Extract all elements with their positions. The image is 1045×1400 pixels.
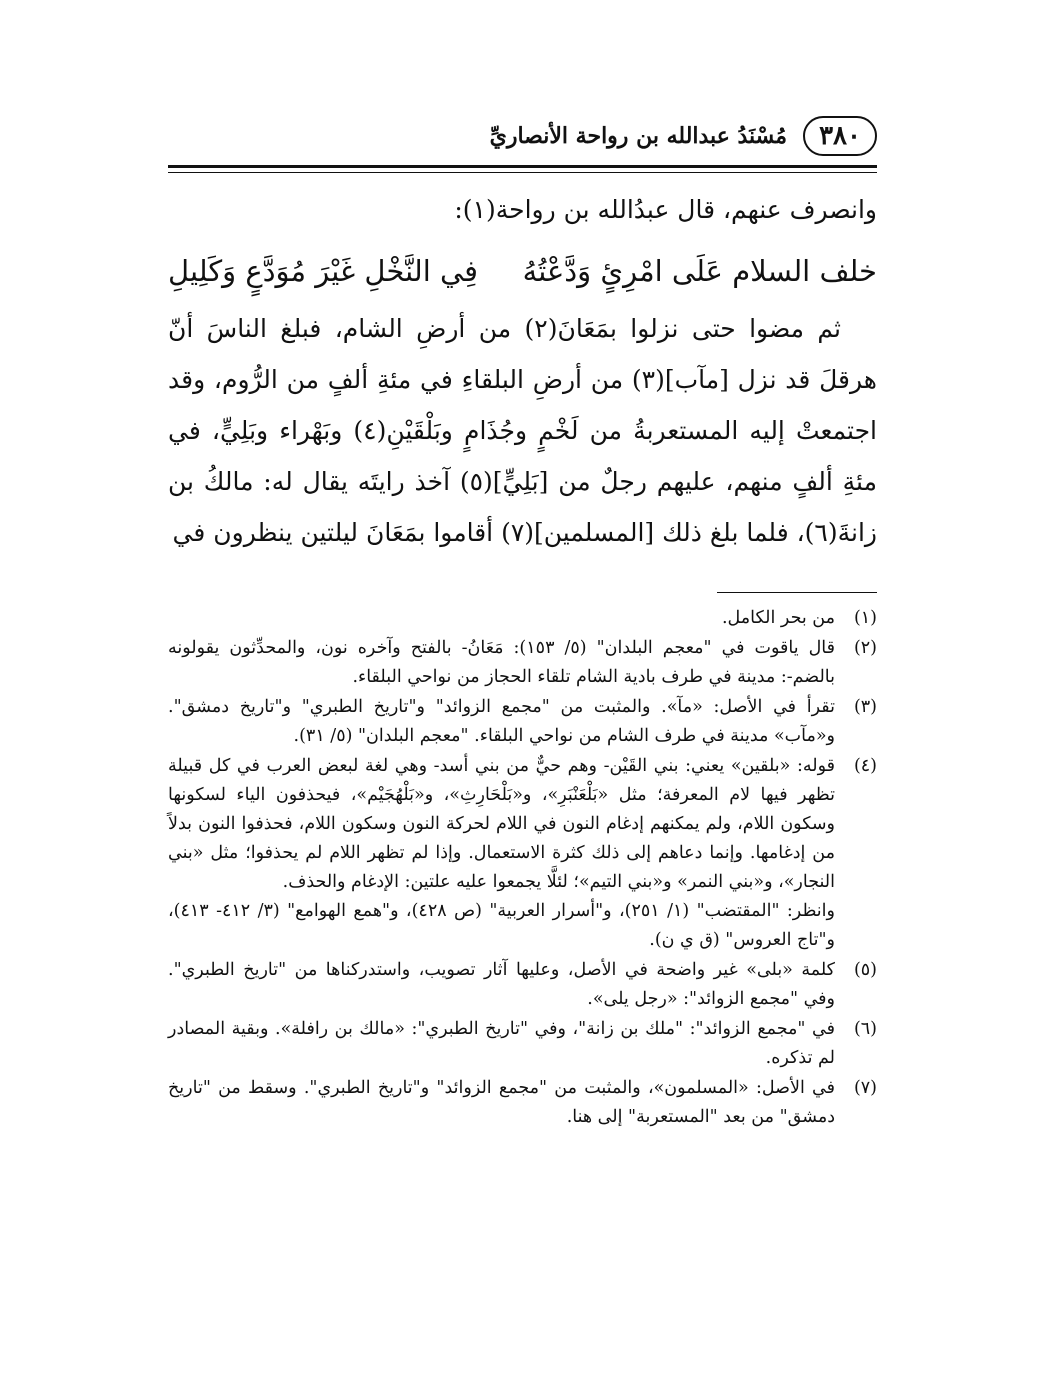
intro-line: وانصرف عنهم، قال عبدُالله بن رواحة(١): bbox=[454, 195, 877, 224]
footnote-number: (٧) bbox=[853, 1078, 877, 1098]
footnote-text: تقرأ في الأصل: «مآ». والمثبت من "مجمع الزوائد" و"تاريخ الطبري" و"تاريخ دمشق". و«مآب» مدينة في طرف الشام من نواحي البلقاء. "معجم البلدان" (٥/ ٣١). bbox=[168, 697, 835, 746]
footnote bbox=[168, 956, 877, 1014]
footnote-text: من بحر الكامل. bbox=[721, 608, 835, 628]
footnote-text: في الأصل: «المسلمون»، والمثبت من "مجمع الزوائد" و"تاريخ الطبري". وسقط من "تاريخ دمشق" من بعد "المستعربة" إلى هنا. bbox=[168, 1078, 835, 1127]
header-rule-thin bbox=[168, 172, 877, 173]
footnote-number: (٤) bbox=[853, 756, 877, 776]
footnote bbox=[168, 1015, 877, 1073]
footnote-text: كلمة «بلى» غير واضحة في الأصل، وعليها آثار تصويب، واستدركناها من "تاريخ الطبري". وفي "مجمع الزوائد": «رجل يلى». bbox=[168, 960, 835, 1009]
verse-first-hemistich: خلف السلام عَلَى امْرِئٍ وَدَّعْتُهُ bbox=[522, 254, 877, 288]
footnote bbox=[168, 1074, 877, 1132]
footnote-number: (٦) bbox=[853, 1019, 877, 1039]
footnote-separator bbox=[717, 592, 877, 593]
footnote bbox=[168, 604, 877, 633]
running-title: مُسْنَدُ عبدالله بن رواحة الأنصاريِّ bbox=[489, 123, 788, 149]
page-header bbox=[168, 112, 877, 160]
footnote-text: في "مجمع الزوائد": "ملك بن زانة"، وفي "تاريخ الطبري": «مالك بن رافلة». وبقية المصادر لم تذكره. bbox=[168, 1019, 835, 1068]
footnote bbox=[168, 634, 877, 692]
footnote bbox=[168, 693, 877, 751]
footnote-text: قوله: «بلقين» يعني: بني القَيْن- وهم حيٌّ من بني أسد- وهي لغة لبعض العرب في كل قبيلة تظهر فيها لام المعرفة؛ مثل «بَلْعَنْبَرِ»، و«بَلْحَارِثِ»، و«بَلْهُجَيْم»، فيحذفون الياء لسكونها وسكون اللام، ولم يمكنهم إدغام النون في اللام لحركة النون وسكون اللام، فحذفوا النون بدلاً من إدغامها. وإنما دعاهم إلى ذلك كثرة الاستعمال. وإذا لم تظهر اللام لم يحذفوا؛ مثل «بني النجار»، و«بني النمر» و«بني التيم»؛ لئلَّا يجمعوا عليه علتين: الإدغام والحذف. bbox=[168, 756, 835, 892]
footnote-text: قال ياقوت في "معجم البلدان" (٥/ ١٥٣): مَعَانُ- بالفتح وآخره نون، والمحدِّثون يقولونه بالضم-: مدينة في طرف بادية الشام تلقاء الحجاز من نواحي البلقاء. bbox=[168, 638, 835, 687]
header-rule-thick bbox=[168, 165, 877, 168]
poetry-verse bbox=[168, 239, 877, 303]
footnote-number: (٥) bbox=[853, 960, 877, 980]
page-number: ٣٨٠ bbox=[803, 116, 877, 156]
main-text bbox=[168, 184, 877, 558]
body-paragraph: ثم مضوا حتى نزلوا بمَعَانَ(٢) من أرضِ الشام، فبلغ الناسَ أنّ هرقلَ قد نزل [مآب](٣) من أرضِ البلقاءِ في مئةِ ألفٍ من الرُّوم، وقد اجتمعتْ إليه المستعربةُ من لَخْمٍ وجُذَامٍ وبَلْقَيْنِ(٤) وبَهْراء وبَلِيٍّ، في مئةِ ألفٍ منهم، عليهم رجلٌ من [بَلِيٍّ](٥) آخذ رايتَه يقال له: مالكُ بن زانةَ(٦)، فلما بلغ ذلك [المسلمين](٧) أقاموا بمَعَانَ ليلتين ينظرون في bbox=[168, 314, 877, 547]
verse-second-hemistich: فِي النَّخْلِ غَيْرَ مُوَدَّعٍ وَكَلِيلِ bbox=[168, 254, 479, 288]
footnote-text: وانظر: "المقتضب" (١/ ٢٥١)، و"أسرار العربية" (ص ٤٢٨)، و"همع الهوامع" (٣/ ٤١٢- ٤١٣)، و"تاج العروس" (ق ي ن). bbox=[168, 901, 835, 950]
footnote-number: (٢) bbox=[853, 638, 877, 658]
footnotes bbox=[168, 604, 877, 1133]
footnote bbox=[168, 752, 877, 955]
footnote-number: (١) bbox=[853, 608, 877, 628]
footnote-number: (٣) bbox=[853, 697, 877, 717]
